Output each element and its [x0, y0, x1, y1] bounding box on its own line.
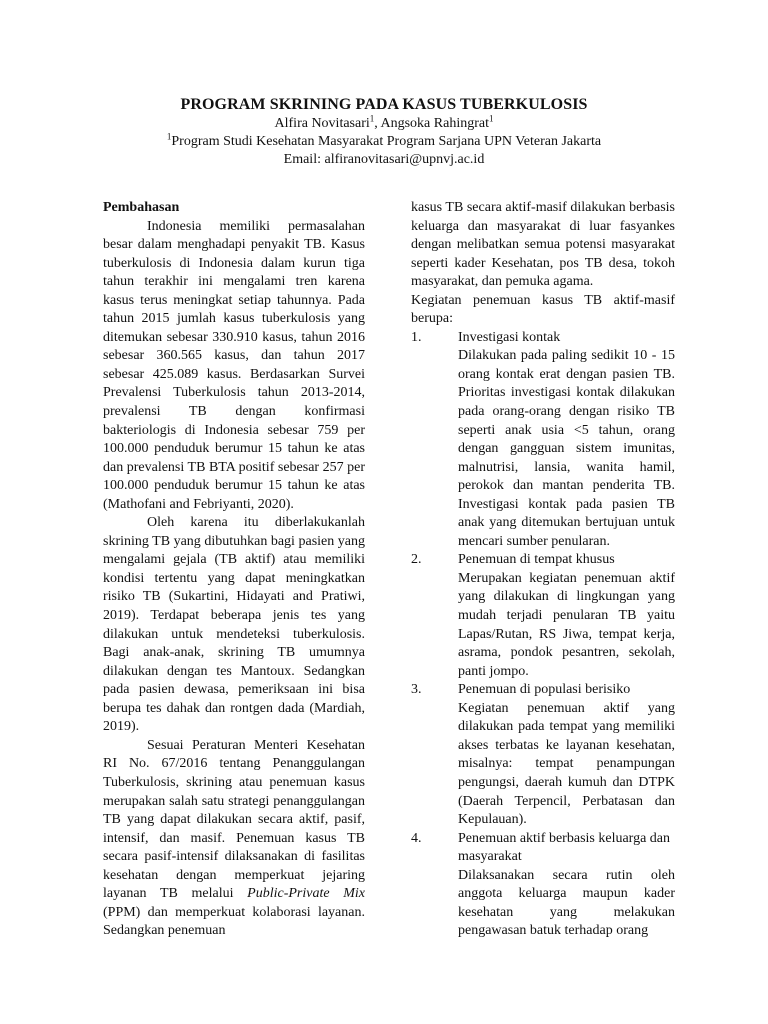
list-item — [411, 681, 675, 829]
right-column — [411, 199, 675, 941]
author-separator: , — [374, 116, 381, 131]
paper-header — [0, 95, 768, 169]
author-1: Alfira Novitasari — [274, 116, 370, 131]
affiliation: Program Studi Kesehatan Masyarakat Program Sarjana UPN Veteran Jakarta — [171, 134, 602, 149]
paragraph-text: (PPM) dan memperkuat kolaborasi layanan. Sedangkan penemuan — [103, 904, 365, 939]
paragraph: Kegiatan penemuan kasus TB aktif-masif berupa: — [411, 292, 675, 327]
paragraph-text: Sesuai Peraturan Menteri Kesehatan RI No. 67/2016 tentang Penanggulangan Tuberkulosis, skrining atau penemuan kasus merupakan salah satu strategi penanggulangan TB yang dapat dilakukan secara aktif, pasif, intensif, dan masif. Penemuan kasus TB secara pasif-intensif dilaksanakan di fasilitas kesehatan dengan memperkuat jejaring layanan TB melalui — [103, 737, 365, 902]
list-title: Penemuan aktif berbasis keluarga dan masyarakat — [458, 830, 671, 865]
affiliation-line — [0, 133, 768, 151]
affil-mark: 1 — [369, 113, 375, 124]
list-body: Dilaksanakan secara rutin oleh anggota keluarga maupun kader kesehatan yang melakukan pengawasan batuk terhadap orang — [458, 867, 675, 939]
list-item-head — [411, 830, 675, 867]
author-2: Angsoka Rahingrat — [380, 116, 489, 131]
paper-title: PROGRAM SKRINING PADA KASUS TUBERKULOSIS — [180, 96, 588, 113]
list-item-head — [411, 681, 675, 700]
list-title: Penemuan di populasi berisiko — [458, 682, 631, 698]
list-item — [411, 830, 675, 941]
affil-mark: 1 — [488, 113, 494, 124]
affil-mark: 1 — [166, 131, 172, 142]
email-line: Email: alfiranovitasari@upnvj.ac.id — [283, 152, 485, 167]
list-number: 4. — [411, 830, 422, 846]
list-number: 1. — [411, 329, 422, 345]
list-body: Kegiatan penemuan aktif yang dilakukan pada tempat yang memiliki akses terbatas ke layanan kesehatan, misalnya: tempat penampungan pengungsi, daerah kumuh dan DTPK (Daerah Terpencil, Perbatasan dan Kepulauan). — [458, 700, 675, 828]
list-body: Dilakukan pada paling sedikit 10 - 15 orang kontak erat dengan pasien TB. Prioritas investigasi kontak dilakukan pada orang-orang dengan risiko TB seperti anak usia <5 tahun, orang dengan gangguan sistem imunitas, malnutrisi, lansia, wanita hamil, perokok dan mantan penderita TB. Investigasi kontak pada pasien TB anak yang ditemukan bertujuan untuk mencari sumber penularan. — [458, 348, 675, 549]
italic-term: Public-Private Mix — [247, 886, 365, 902]
paragraph: Oleh karena itu diberlakukanlah skrining TB yang dibutuhkan bagi pasien yang mengalami gejala (TB aktif) atau memiliki kondisi tertentu yang dapat meningkatkan risiko TB (Sukartini, Hidayati and Pratiwi, 2019). Terdapat beberapa jenis tes yang dilakukan untuk mendeteksi tuberkulosis. Bagi anak-anak, skrining TB umumnya dilakukan dengan tes Mantoux. Sedangkan pada pasien dewasa, pemeriksaan ini bisa berupa tes dahak dan rontgen dada (Mardiah, 2019). — [103, 515, 365, 735]
list-title: Investigasi kontak — [458, 329, 561, 345]
list-item — [411, 329, 675, 552]
paragraph — [103, 737, 365, 941]
list-item-head — [411, 329, 675, 348]
list-item-head — [411, 551, 675, 570]
left-column — [103, 199, 365, 941]
section-heading: Pembahasan — [103, 200, 180, 215]
list-number: 2. — [411, 552, 422, 568]
list-title: Penemuan di tempat khusus — [458, 552, 615, 568]
list-number: 3. — [411, 682, 422, 698]
author-line — [0, 115, 768, 133]
list-item — [411, 551, 675, 681]
paragraph: Indonesia memiliki permasalahan besar dalam menghadapi penyakit TB. Kasus tuberkulosis di Indonesia dalam kurun tiga tahun terakhir ini mengalami tren karena kasus terus meningkat setiap tahunnya. Pada tahun 2015 jumlah kasus tuberkulosis yang ditemukan sebesar 330.910 kasus, tahun 2016 sebesar 360.565 kasus, dan tahun 2017 sebesar 425.089 kasus. Berdasarkan Survei Prevalensi Tuberkulosis tahun 2013-2014, prevalensi TB dengan konfirmasi bakteriologis di Indonesia sebesar 759 per 100.000 penduduk berumur 15 tahun ke atas dan prevalensi TB BTA positif sebesar 257 per 100.000 penduduk berumur 15 tahun ke atas (Mathofani and Febriyanti, 2020). — [103, 218, 365, 512]
list-body: Merupakan kegiatan penemuan aktif yang dilakukan di lingkungan yang mudah terjadi penularan TB yaitu Lapas/Rutan, RS Jiwa, tempat kerja, asrama, pondok pesantren, sekolah, panti jompo. — [458, 570, 675, 679]
paragraph: kasus TB secara aktif-masif dilakukan berbasis keluarga dan masyarakat di luar fasyankes dengan melibatkan semua potensi masyarakat seperti kader Kesehatan, pos TB desa, tokoh masyarakat, dan pemuka agama. — [411, 200, 675, 290]
